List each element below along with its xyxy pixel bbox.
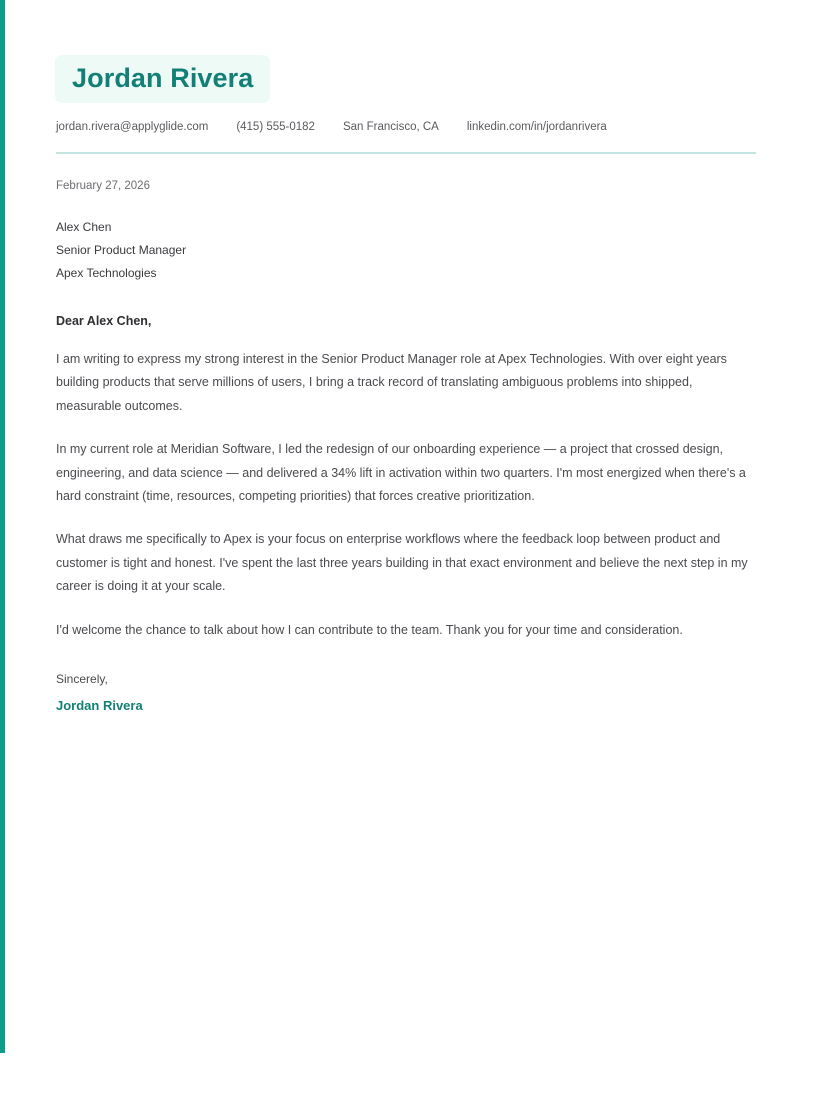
name-badge [55, 55, 270, 103]
recipient-title: Senior Product Manager [56, 243, 187, 257]
recipient-company: Apex Technologies [56, 266, 157, 280]
recipient-name: Alex Chen [56, 220, 112, 234]
letter-date: February 27, 2026 [56, 180, 150, 192]
left-accent-bar [0, 0, 5, 1053]
header-divider [56, 152, 756, 154]
contact-phone[interactable]: (415) 555-0182 [236, 121, 315, 133]
signature-name: Jordan Rivera [56, 698, 143, 714]
contact-location: San Francisco, CA [342, 121, 439, 133]
applicant-name: Jordan Rivera [72, 63, 254, 93]
salutation: Dear Alex Chen, [56, 314, 152, 328]
closing-phrase: Sincerely, [56, 672, 108, 687]
contact-line [56, 121, 756, 133]
body-paragraph-2: In my current role at Meridian Software, I led the redesign of our onboarding experience — a project that crossed design, engineering, and data science — and delivered a 34% lift in activation within two quarters. I'm most energized when there's a hard constraint (time, resources, competing priorities) that forces creative prioritization. [56, 442, 746, 504]
letter-header [56, 0, 756, 154]
body-paragraph-1: I am writing to express my strong interest in the Senior Product Manager role at Apex Technologies. With over eight years building products that serve millions of users, I bring a track record of translating ambiguous problems into shipped, measurable outcomes. [56, 352, 727, 413]
recipient-block [56, 216, 756, 285]
body-paragraph-4: I'd welcome the chance to talk about how I can contribute to the team. Thank you for your time and consideration. [56, 622, 683, 637]
letter-content [56, 0, 756, 713]
contact-email[interactable]: jordan.rivera@applyglide.com [56, 121, 209, 133]
contact-linkedin[interactable]: linkedin.com/in/jordanrivera [466, 121, 607, 133]
closing-block [56, 672, 756, 713]
body-paragraph-3: What draws me specifically to Apex is your focus on enterprise workflows where the feedback loop between product and customer is tight and honest. I've spent the last three years building in that exact environment and believe the next step in my career is doing it at your scale. [56, 532, 748, 594]
